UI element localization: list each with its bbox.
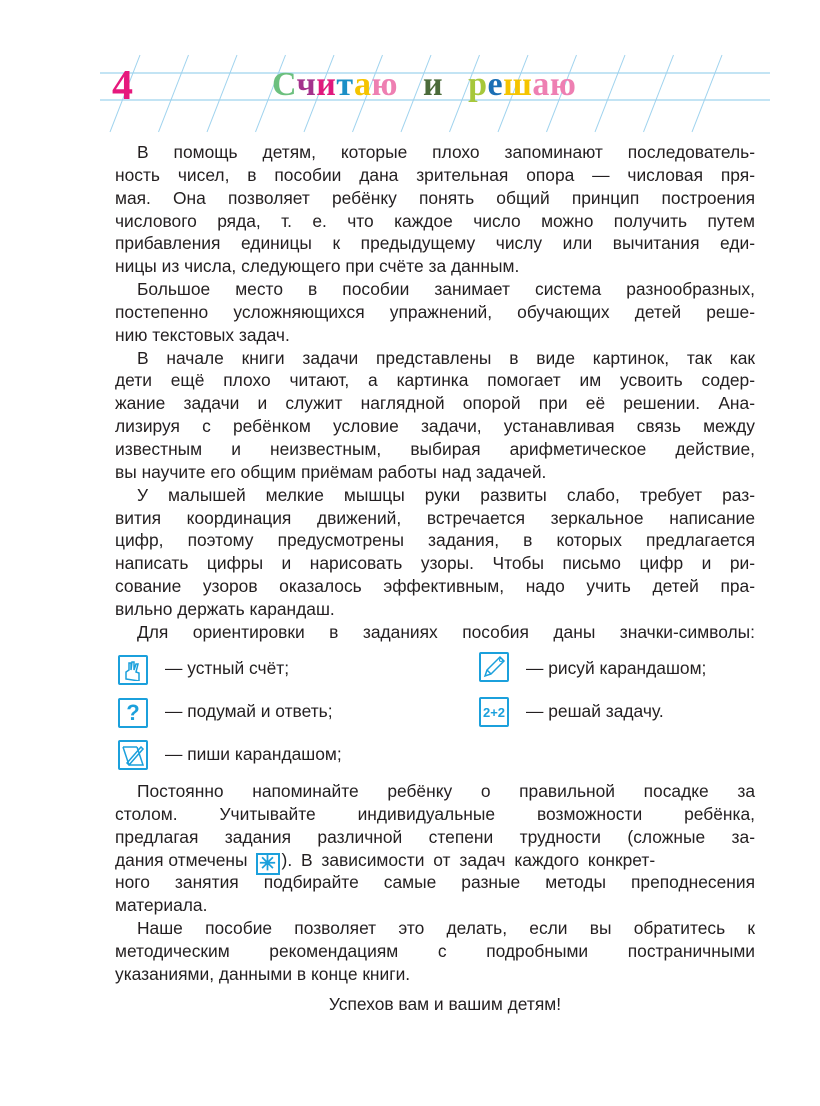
title-letter: е (487, 66, 504, 103)
difficult-task-star-icon: ✳ (256, 853, 280, 875)
page-title (272, 66, 576, 104)
draw-pencil-icon (479, 652, 509, 682)
text-line: прибавления единицы к предыдущему числу или вычитания еди- (115, 233, 755, 254)
title-letter: ю (549, 66, 577, 103)
title-letter: ч (296, 66, 317, 103)
write-pencil-icon (118, 740, 148, 770)
text-line: методическим рекомендациям с подробными постраничными (115, 940, 755, 961)
slant-line (595, 55, 625, 132)
text-line: Для ориентировки в заданиях пособия даны значки-символы: (137, 621, 755, 642)
title-letter: С (272, 66, 297, 103)
text-line: числового ряда, т. е. что каждое число можно получить путем (115, 210, 755, 231)
text-line: дети ещё плохо читают, а картинка помогает им усвоить содер- (115, 370, 755, 391)
text-line: лизируя с ребёнком условие задачи, устанавливая связь между (115, 416, 755, 437)
text-line: указаниями, данными в конце книги. (115, 963, 411, 984)
text-line: предлагая задания различной степени трудности (сложные за- (115, 826, 755, 847)
text-line: У малышей мелкие мышцы руки развиты слабо, требует раз- (137, 484, 755, 505)
text-line: постепенно усложняющихся упражнений, обучающих детей реше- (115, 301, 755, 322)
hand-counting-icon (118, 655, 148, 685)
legend-write-pencil: — пиши карандашом; (165, 744, 342, 764)
text-line: Большое место в пособии занимает система разнообразных, (137, 279, 755, 300)
solve-task-icon: 2+2 (479, 697, 509, 727)
title-letter: ш (503, 66, 533, 103)
body-text-intro (115, 141, 755, 644)
text-line: мая. Она позволяет ребёнку понять общий принцип построения (115, 187, 755, 208)
text-line: вильно держать карандаш. (115, 598, 335, 619)
legend-think-answer: — подумай и ответь; (165, 701, 333, 721)
text-line: известным и неизвестным, выбирая арифметическое действие, (115, 438, 755, 459)
title-letter: и (316, 66, 337, 103)
body-text-advice (115, 780, 755, 986)
slant-line (207, 55, 237, 132)
slant-line (159, 55, 189, 132)
title-letter: а (354, 66, 372, 103)
title-letter: а (532, 66, 550, 103)
text-line: вы научите его общим приёмам работы над задачей. (115, 461, 547, 482)
text-fragment: дания отмечены (115, 849, 248, 870)
text-line: ницы из числа, следующего при счёте за данным. (115, 256, 520, 277)
text-fragment: ). В зависимости от задач каждого конкрет- (281, 849, 656, 870)
legend-oral-count: — устный счёт; (165, 658, 290, 678)
title-letter: и (423, 66, 444, 103)
title-letter: т (336, 66, 355, 103)
text-line (115, 849, 755, 875)
question-icon: ? (118, 698, 148, 728)
text-line: ность чисел, в пособии дана зрительная опора — числовая пря- (115, 164, 755, 185)
title-letter: р (468, 66, 488, 103)
text-line: В помощь детям, которые плохо запоминают последователь- (137, 142, 755, 162)
text-line: Постоянно напоминайте ребёнку о правильной посадке за (137, 781, 755, 801)
closing-wish: Успехов вам и вашим детям! (328, 994, 562, 1014)
text-line: Наше пособие позволяет это делать, если вы обратитесь к (137, 918, 755, 939)
title-letter (398, 66, 423, 103)
text-line: цифр, поэтому предусмотрены задания, в которых предлагается (115, 530, 755, 551)
text-line: сование узоров оказалось эффективным, надо учить детей пра- (115, 576, 755, 597)
text-line: написать цифры и нарисовать узоры. Чтобы письмо цифр и ри- (115, 553, 755, 574)
text-line: В начале книги задачи представлены в виде картинок, так как (137, 347, 755, 368)
text-line: материала. (115, 895, 208, 916)
text-line: столом. Учитывайте индивидуальные возможности ребёнка, (115, 803, 755, 824)
page-number: 4 (112, 63, 133, 109)
slant-line (644, 55, 674, 132)
text-line: жание задачи и служит наглядной опорой при её решении. Ана- (115, 393, 755, 414)
title-letter (443, 66, 468, 103)
title-letter: ю (371, 66, 398, 103)
legend-solve-task: — решай задачу. (526, 701, 664, 721)
text-line: нию текстовых задач. (115, 324, 290, 345)
text-line: ного занятия подбирайте самые разные методы преподнесения (115, 872, 755, 893)
text-line: вития координация движений, встречается зеркальное написание (115, 507, 755, 528)
slant-line (692, 55, 722, 132)
legend-draw-pencil: — рисуй карандашом; (526, 658, 707, 678)
